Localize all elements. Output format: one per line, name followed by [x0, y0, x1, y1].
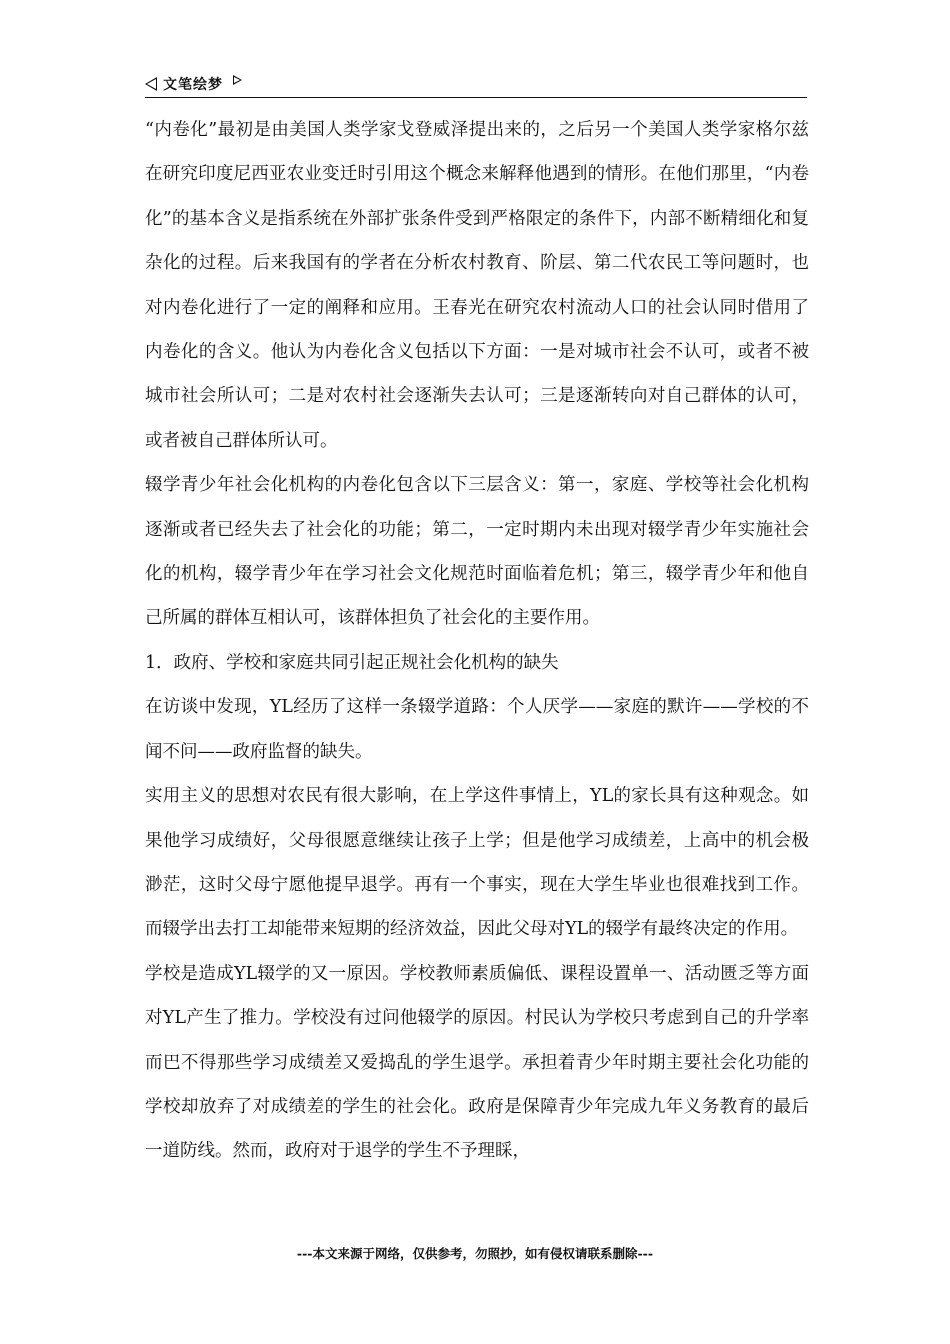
paragraph-involution-definition: “内卷化”最初是由美国人类学家戈登威泽提出来的，之后另一个美国人类学家格尔兹在研究印度尼西亚农业变迁时引用这个概念来解释他遇到的情形。在他们那里，“内卷化”的基本含义是指系统在外部扩张条件受到严格限定的条件下，内部不断精细化和复杂化的过程。后来我国有的学者在分析农村教育、阶层、第二代农民工等问题时，也对内卷化进行了一定的阐释和应用。王春光在研究农村流动人口的社会认同时借用了内卷化的含义。他认为内卷化含义包括以下方面：一是对城市社会不认可，或者不被城市社会所认可；二是对农村社会逐渐失去认可；三是逐渐转向对自己群体的认可，或者被自己群体所认可。	[145, 120, 809, 451]
body-text	[145, 108, 809, 1174]
paragraph-interview: 在访谈中发现，YL经历了这样一条辍学道路：个人厌学——家庭的默许——学校的不闻不问——政府监督的缺失。	[145, 697, 809, 762]
triangle-right-icon	[233, 75, 242, 85]
paragraph-pragmatism: 实用主义的思想对农民有很大影响，在上学这件事情上，YL的家长具有这种观念。如果他学习成绩好，父母很愿意继续让孩子上学；但是他学习成绩差，上高中的机会极渺茫，这时父母宁愿他提早退学。再有一个事实，现在大学生毕业也很难找到工作。而辍学出去打工却能带来短期的经济效益，因此父母对YL的辍学有最终决定的作用。	[145, 786, 809, 940]
paragraph-three-meanings: 辍学青少年社会化机构的内卷化包含以下三层含义：第一，家庭、学校等社会化机构逐渐或者已经失去了社会化的功能；第二，一定时期内未出现对辍学青少年实施社会化的机构，辍学青少年在学习社会文化规范时面临着危机；第三，辍学青少年和他自己所属的群体互相认可，该群体担负了社会化的主要作用。	[145, 475, 809, 629]
paragraph-school-reason: 学校是造成YL辍学的又一原因。学校教师素质偏低、课程设置单一、活动匮乏等方面对YL产生了推力。学校没有过问他辍学的原因。村民认为学校只考虑到自己的升学率而巴不得那些学习成绩差又爱捣乱的学生退学。承担着青少年时期主要社会化功能的学校却放弃了对成绩差的学生的社会化。政府是保障青少年完成九年义务教育的最后一道防线。然而，政府对于退学的学生不予理睬，	[145, 963, 809, 1162]
header-title: 文笔绘梦	[163, 77, 223, 93]
footer-notice: ---本文来源于网络，仅供参考，勿照抄，如有侵权请联系删除---	[296, 1246, 654, 1261]
page-header	[145, 74, 242, 94]
header-rule	[145, 97, 807, 98]
triangle-left-icon	[145, 77, 157, 91]
section-heading: 1．政府、学校和家庭共同引起正规社会化机构的缺失	[145, 652, 559, 673]
